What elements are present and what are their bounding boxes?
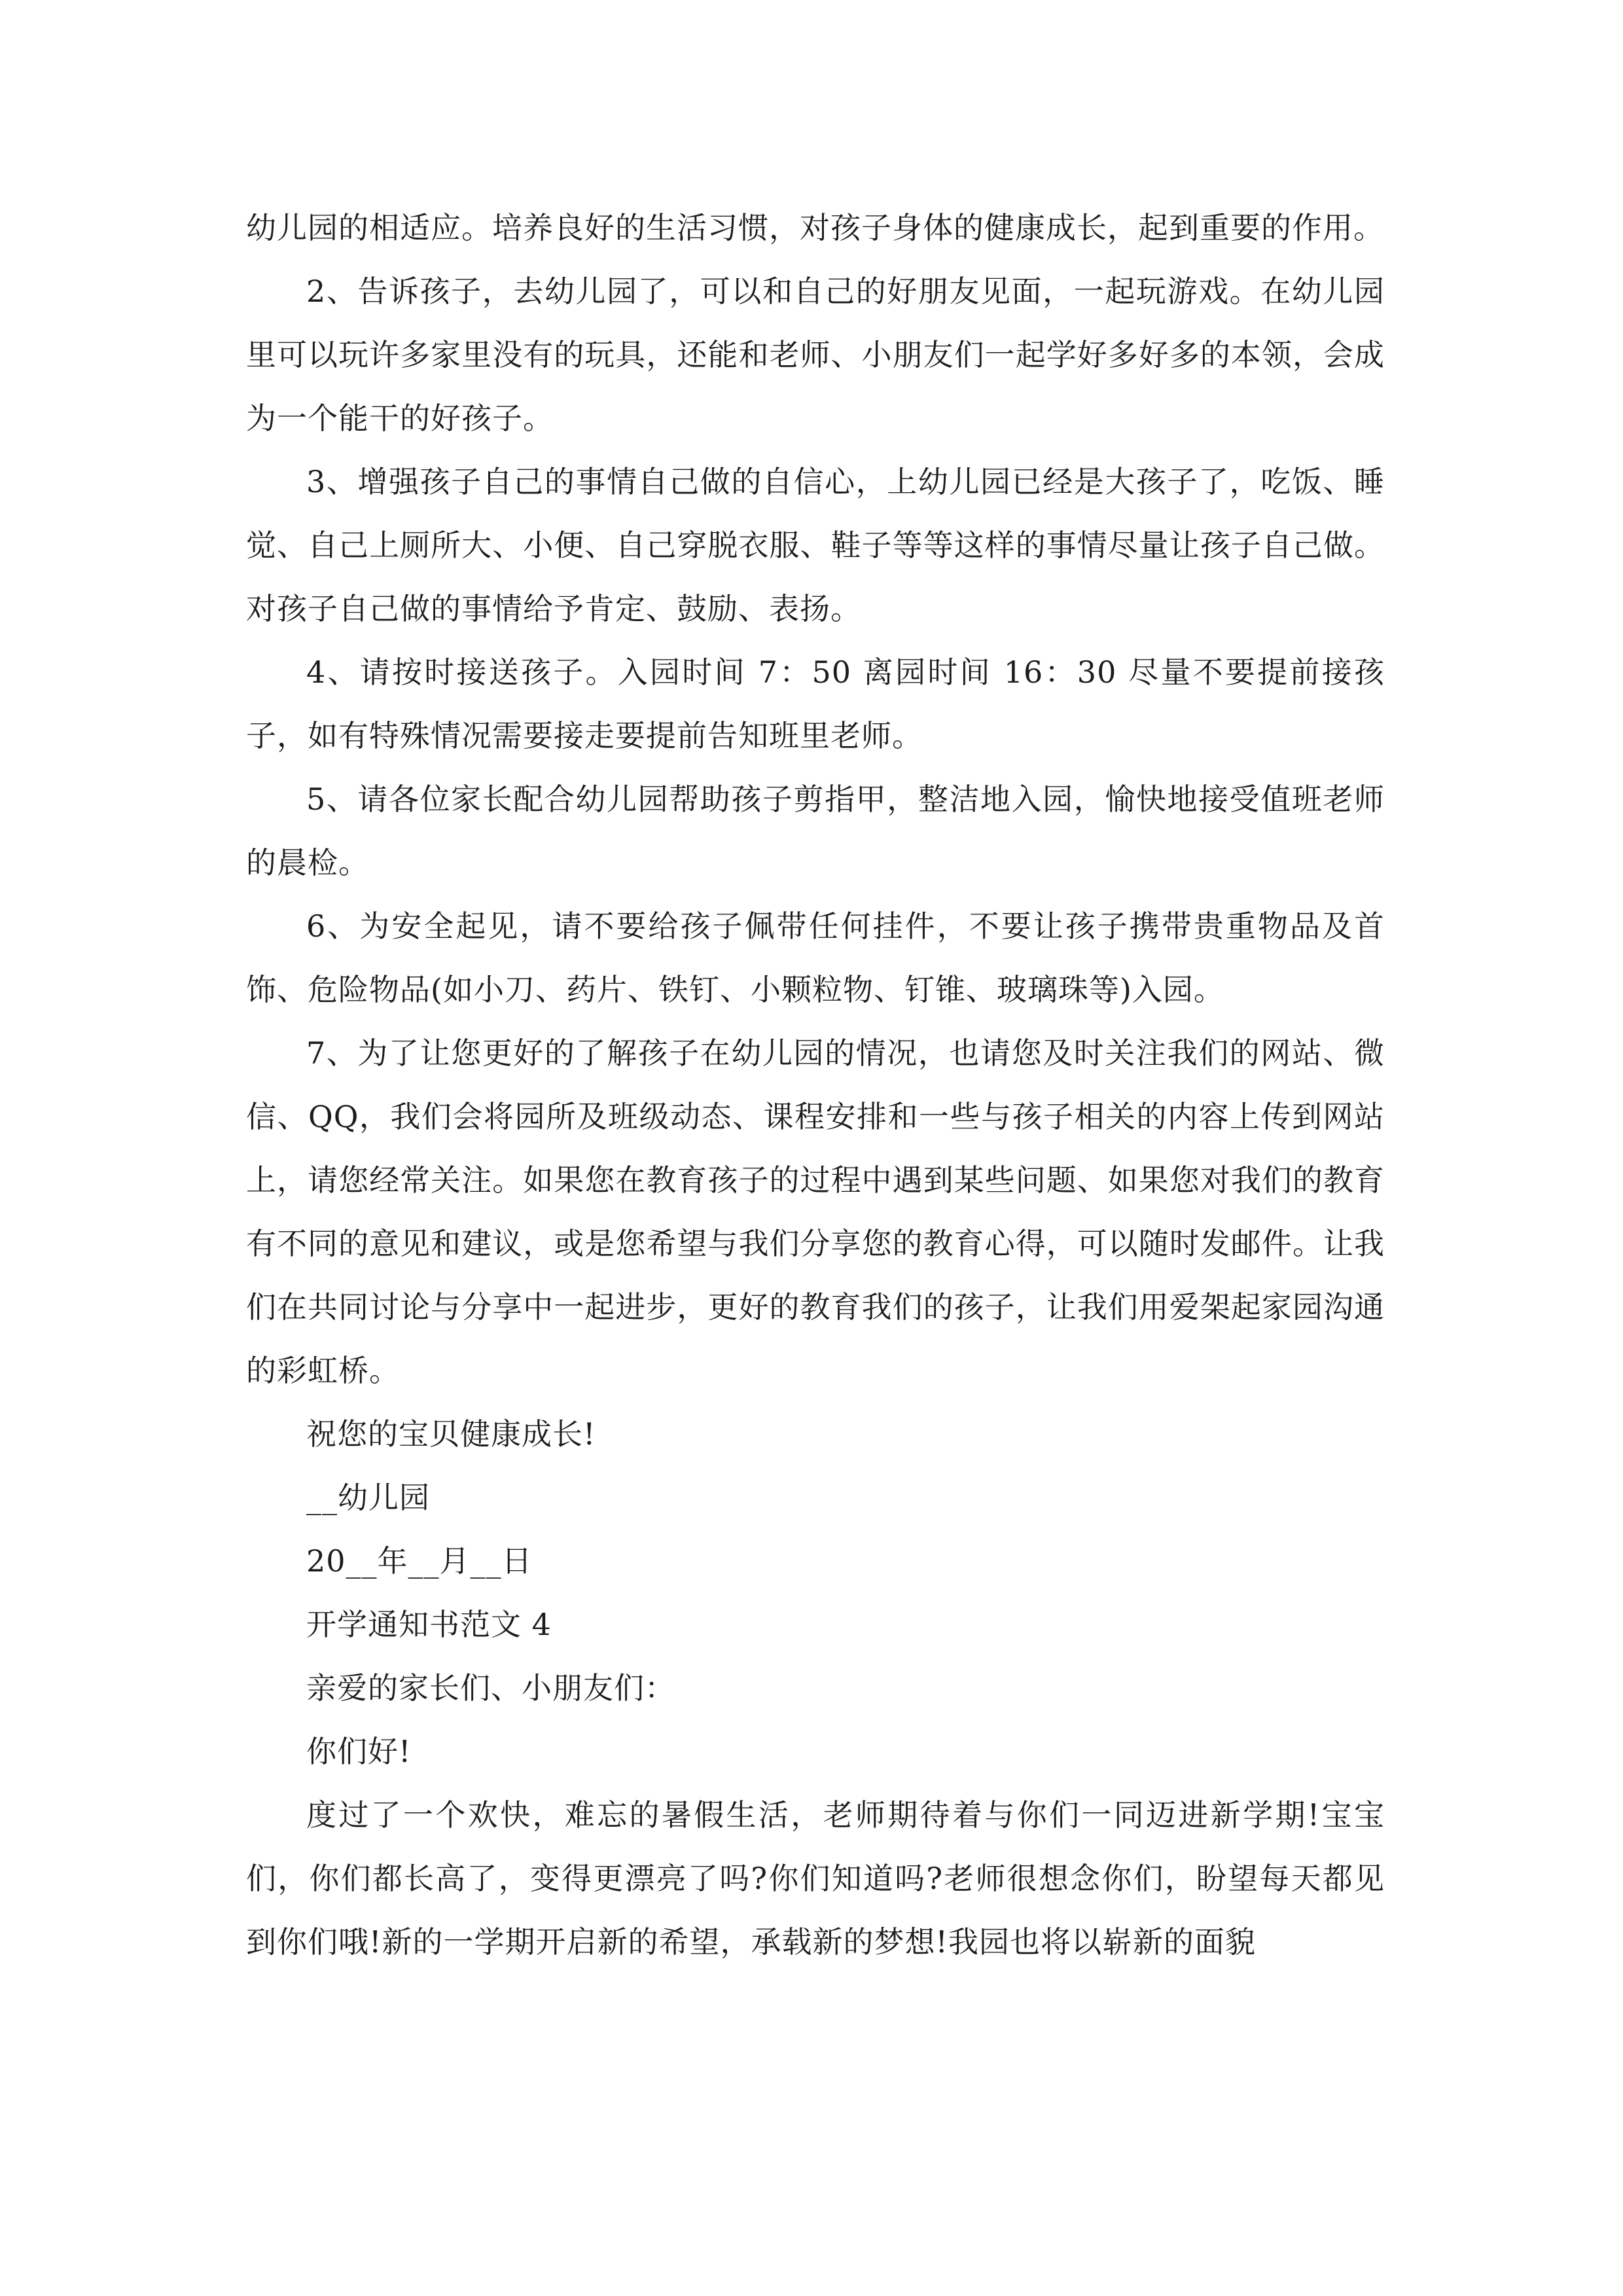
paragraph-continuation: 幼儿园的相适应。培养良好的生活习惯，对孩子身体的健康成长，起到重要的作用。 <box>246 210 1384 245</box>
greeting: 你们好! <box>306 1734 412 1769</box>
paragraph-item-6: 6、为安全起见，请不要给孩子佩带任何挂件，不要让孩子携带贵重物品及首饰、危险物品(如小刀、药片、铁钉、小颗粒物、钉锥、玻璃珠等)入园。 <box>246 908 1385 1007</box>
signature-kindergarten: __幼儿园 <box>306 1480 430 1515</box>
body-paragraph: 度过了一个欢快，难忘的暑假生活，老师期待着与你们一同迈进新学期!宝宝们，你们都长高了，变得更漂亮了吗?你们知道吗?老师很想念你们，盼望每天都见到你们哦!新的一学期开启新的希望，承载新的梦想!我园也将以崭新的面貌 <box>246 1797 1385 1960</box>
paragraph-item-7: 7、为了让您更好的了解孩子在幼儿园的情况，也请您及时关注我们的网站、微信、QQ，我们会将园所及班级动态、课程安排和一些与孩子相关的内容上传到网站上，请您经常关注。如果您在教育孩子的过程中遇到某些问题、如果您对我们的教育有不同的意见和建议，或是您希望与我们分享您的教育心得，可以随时发邮件。让我们在共同讨论与分享中一起进步，更好的教育我们的孩子，让我们用爱架起家园沟通的彩虹桥。 <box>246 1035 1385 1388</box>
section-title: 开学通知书范文 4 <box>306 1607 552 1642</box>
paragraph-item-4: 4、请按时接送孩子。入园时间 7：50 离园时间 16：30 尽量不要提前接孩子，如有特殊情况需要接走要提前告知班里老师。 <box>246 655 1385 753</box>
paragraph-item-2: 2、告诉孩子，去幼儿园了，可以和自己的好朋友见面，一起玩游戏。在幼儿园里可以玩许多家里没有的玩具，还能和老师、小朋友们一起学好多好多的本领，会成为一个能干的好孩子。 <box>246 274 1385 436</box>
closing-wish: 祝您的宝贝健康成长! <box>306 1416 596 1452</box>
signature-date: 20__年__月__日 <box>306 1543 533 1579</box>
paragraph-item-5: 5、请各位家长配合幼儿园帮助孩子剪指甲，整洁地入园，愉快地接受值班老师的晨检。 <box>246 781 1385 880</box>
paragraph-item-3: 3、增强孩子自己的事情自己做的自信心，上幼儿园已经是大孩子了，吃饭、睡觉、自己上厕所大、小便、自己穿脱衣服、鞋子等等这样的事情尽量让孩子自己做。对孩子自己做的事情给予肯定、鼓励、表扬。 <box>246 464 1385 626</box>
salutation: 亲爱的家长们、小朋友们： <box>306 1670 675 1706</box>
document-body <box>246 196 1385 1974</box>
